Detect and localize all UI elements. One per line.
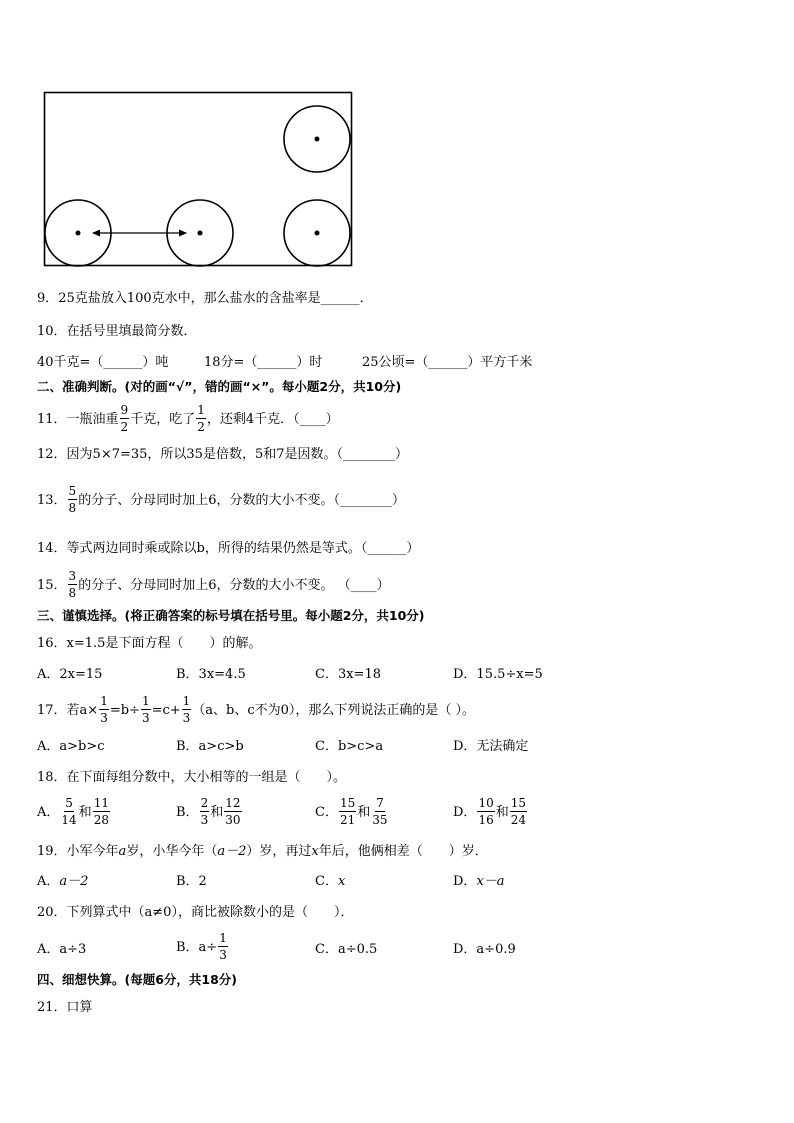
q20-option-a[interactable]: A．a÷3 (37, 942, 87, 957)
q18-option-a[interactable]: A． $\frac{5}{14}$ 和 $\frac{11}{28}$ (37, 796, 109, 827)
q18-option-d[interactable]: D． $\frac{10}{16}$ 和 $\frac{15}{24}$ (453, 796, 527, 827)
question-16: 16．x=1.5是下面方程（ ）的解。 (37, 636, 262, 651)
diagram-frame (45, 93, 352, 266)
dot-icon (315, 231, 320, 236)
question-17: 17．若a× $\frac{1}{3}$ =b÷ $\frac{1}{3}$ =c+ $\frac{1}{3}$ （a、b、c不为0），那么下列说法正确的是（ ）。 (37, 694, 476, 725)
section-2-heading: 二、准确判断。(对的画“√”，错的画“×”。每小题2分，共10分) (37, 379, 402, 394)
motion-diagram (0, 0, 794, 280)
fraction: $\frac{3}{8}$ (68, 569, 77, 600)
double-arrow-icon (92, 230, 187, 237)
q20-option-d[interactable]: D．a÷0.9 (453, 942, 516, 957)
q19-option-d[interactable]: D．x－a (453, 874, 505, 889)
fraction: $\frac{11}{28}$ (93, 796, 109, 827)
question-12: 12．因为5×7=35，所以35是倍数，5和7是因数。（________） (37, 447, 408, 462)
fraction: $\frac{1}{3}$ (100, 694, 108, 725)
fraction: $\frac{10}{16}$ (478, 796, 494, 827)
question-11: 11．一瓶油重 $\frac{9}{2}$ 千克，吃了 $\frac{1}{2}$ ，还剩4千克．（____） (37, 403, 339, 434)
q19-option-a[interactable]: A．a－2 (37, 874, 89, 889)
fraction: $\frac{5}{14}$ (61, 796, 77, 827)
fraction: $\frac{1}{3}$ (219, 931, 227, 962)
dot-icon (198, 231, 203, 236)
q16-option-d[interactable]: D．15.5÷x=5 (453, 667, 543, 682)
question-15: 15． $\frac{3}{8}$ 的分子、分母同时加上6，分数的大小不变。 （____） (37, 569, 390, 600)
fraction: $\frac{7}{35}$ (372, 796, 388, 827)
question-10-blank-c: 25公顷=（______）平方千米 (362, 355, 533, 370)
dot-icon (76, 231, 81, 236)
q17-option-a[interactable]: A．a>b>c (37, 739, 105, 754)
q16-option-a[interactable]: A．2x=15 (37, 667, 103, 682)
fraction: $\frac{2}{3}$ (200, 796, 209, 827)
q16-option-c[interactable]: C．3x=18 (315, 667, 381, 682)
question-9: 9．25克盐放入100克水中，那么盐水的含盐率是______． (37, 291, 373, 306)
fraction: $\frac{9}{2}$ (120, 403, 129, 434)
q16-option-b[interactable]: B．3x=4.5 (176, 667, 246, 682)
question-18: 18．在下面每组分数中，大小相等的一组是（ ）。 (37, 770, 347, 785)
question-21: 21．口算 (37, 1000, 93, 1015)
fraction: $\frac{12}{30}$ (225, 796, 241, 827)
section-4-heading: 四、细想快算。(每题6分，共18分) (37, 972, 238, 987)
question-20: 20．下列算式中（a≠0），商比被除数小的是（ ）． (37, 905, 354, 920)
question-10-blank-a: 40千克=（______）吨 (37, 355, 169, 370)
q20-option-c[interactable]: C．a÷0.5 (315, 942, 378, 957)
section-3-heading: 三、谨慎选择。(将正确答案的标号填在括号里。每小题2分，共10分) (37, 608, 425, 623)
q18-option-b[interactable]: B． $\frac{2}{3}$ 和 $\frac{12}{30}$ (176, 796, 241, 827)
fraction: $\frac{15}{24}$ (510, 796, 527, 827)
q17-option-c[interactable]: C．b>c>a (315, 739, 384, 754)
fraction: $\frac{1}{3}$ (182, 694, 191, 725)
q19-option-c[interactable]: C．x (315, 874, 346, 889)
q18-option-c[interactable]: C． $\frac{15}{21}$ 和 $\frac{7}{35}$ (315, 796, 388, 827)
fraction: $\frac{15}{21}$ (339, 796, 356, 827)
fraction: $\frac{1}{3}$ (141, 694, 150, 725)
question-10: 10．在括号里填最简分数． (37, 324, 197, 339)
q20-option-b[interactable]: B．a÷ $\frac{1}{3}$ (176, 931, 227, 962)
fraction: $\frac{5}{8}$ (68, 484, 77, 515)
question-13: 13． $\frac{5}{8}$ 的分子、分母同时加上6，分数的大小不变。（________） (37, 484, 405, 515)
q17-option-d[interactable]: D．无法确定 (453, 739, 529, 754)
question-19: 19．小军今年a岁，小华今年（a－2）岁，再过x年后，他俩相差（ ）岁． (37, 844, 488, 859)
question-14: 14．等式两边同时乘或除以b，所得的结果仍然是等式。（______） (37, 541, 420, 556)
dot-icon (315, 137, 320, 142)
q17-option-b[interactable]: B．a>c>b (176, 739, 244, 754)
q19-option-b[interactable]: B．2 (176, 874, 207, 889)
fraction: $\frac{1}{2}$ (197, 403, 205, 434)
question-10-blank-b: 18分=（______）时 (204, 355, 323, 370)
